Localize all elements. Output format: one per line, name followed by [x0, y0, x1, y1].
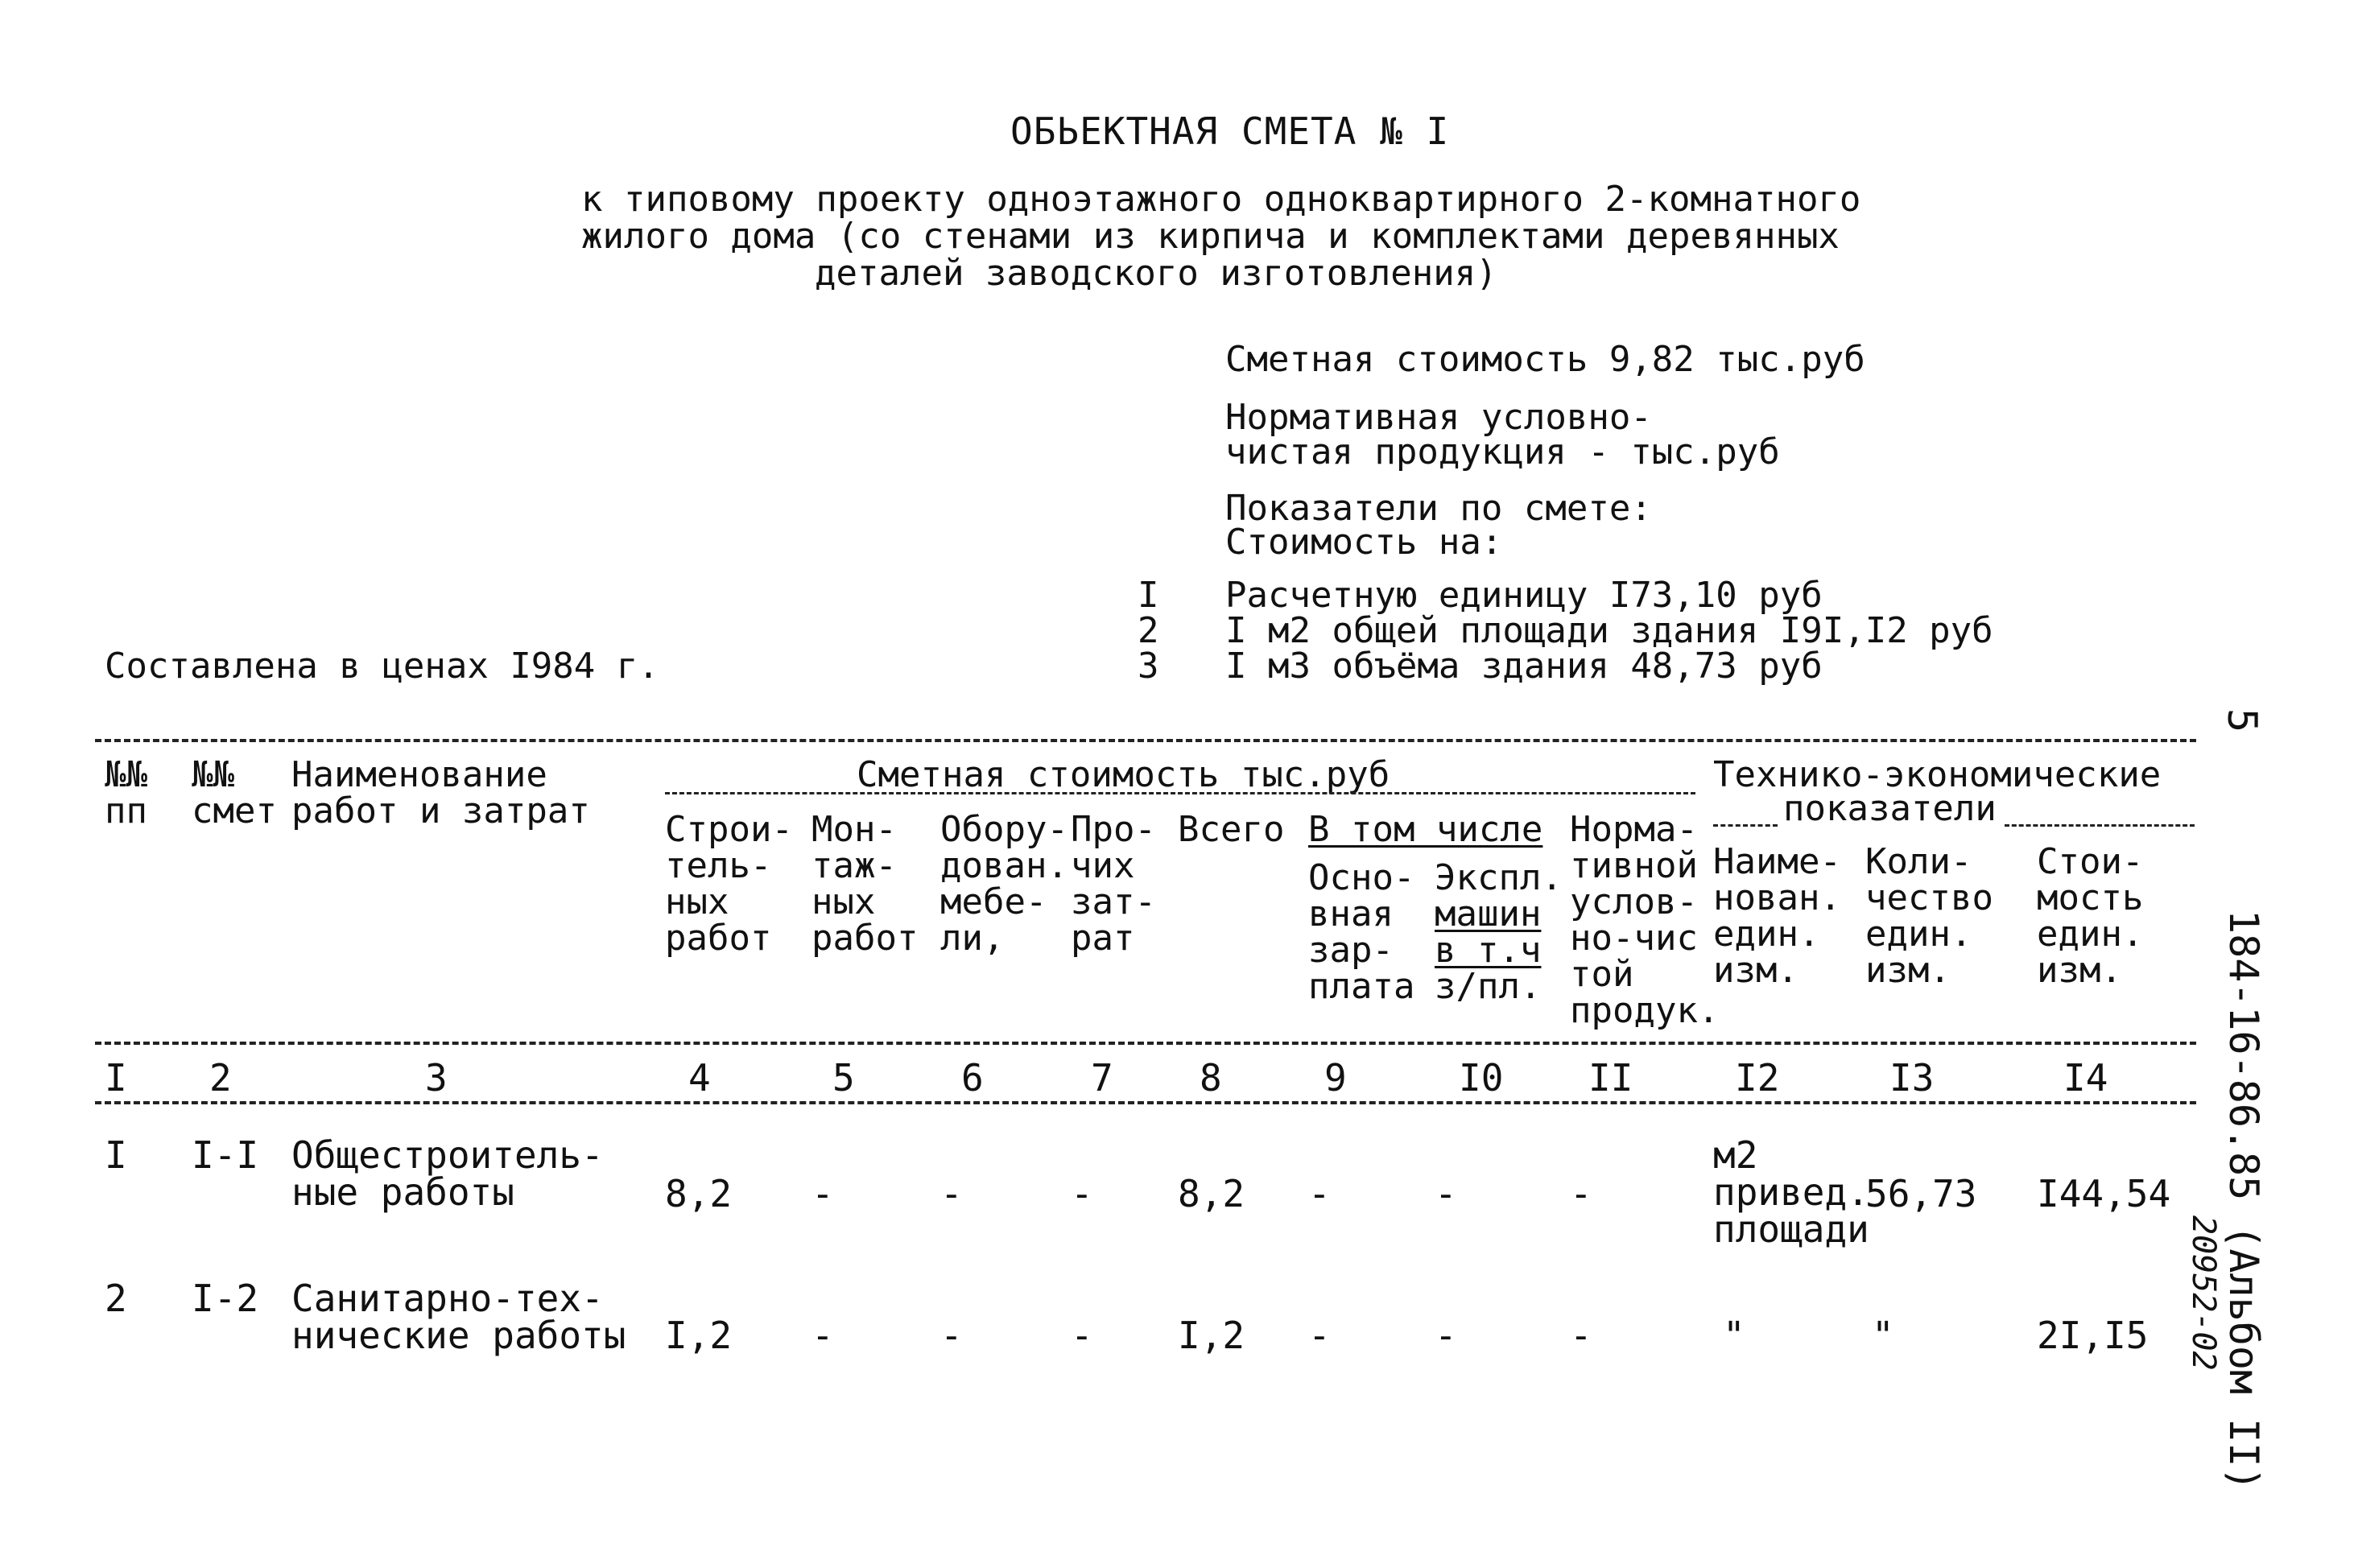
column-numbers-rule [95, 1101, 2196, 1104]
row-machine-exploitation: - [1435, 1172, 1457, 1215]
row-normative-product: - [1570, 1172, 1592, 1215]
row-other: - [1071, 1314, 1093, 1357]
row-unit-quantity: 56,73 [1865, 1172, 1977, 1215]
header-unit-name: Наиме- нован. един. изм. [1713, 841, 1841, 991]
header-bottom-rule [95, 1042, 2196, 1045]
column-number: 7 [1091, 1056, 1113, 1100]
header-smet: №№ смет [192, 754, 277, 831]
row-installation: - [811, 1172, 834, 1215]
row-equipment: - [940, 1172, 963, 1215]
tech-group-rule-right [2005, 824, 2195, 827]
indicator-text: Расчетную единицу I73,10 руб [1225, 575, 1823, 616]
header-unit-quantity: Коли- чество един. изм. [1865, 841, 1993, 991]
compiled-prices: Составлена в ценах I984 г. [105, 646, 659, 687]
normative-product-line-1: Нормативная условно- [1225, 397, 1652, 438]
header-unit-cost: Стои- мость един. изм. [2037, 841, 2144, 991]
column-number: I2 [1735, 1056, 1780, 1100]
row-unit-name: " [1723, 1314, 1745, 1357]
header-tech-group: Технико-экономические [1713, 754, 2162, 795]
table-top-rule [95, 739, 2196, 742]
header-machine-exploitation: Экспл. [1435, 857, 1563, 898]
row-smet: I-I [192, 1133, 259, 1177]
subtitle-line-1: к типовому проекту одноэтажного одноквартирного 2-комнатного [581, 179, 1861, 220]
indicators-label: Показатели по смете: [1225, 488, 1652, 529]
row-total: 8,2 [1178, 1172, 1245, 1215]
column-number: 8 [1200, 1056, 1222, 1100]
indicator-number: I [1138, 575, 1159, 616]
row-smet: I-2 [192, 1277, 259, 1320]
header-incl-salary: в т.ч [1435, 930, 1542, 971]
column-number: 5 [832, 1056, 855, 1100]
header-construction: Строи- тель- ных работ [665, 809, 793, 959]
row-unit-cost: I44,54 [2037, 1172, 2171, 1215]
row-base-salary: - [1308, 1314, 1331, 1357]
row-pp: I [105, 1133, 127, 1177]
header-normative-product: Норма- тивной услов- но-чис той продук. [1570, 809, 1720, 1031]
row-name: Санитарно-тех- нические работы [291, 1277, 626, 1357]
cost-group-rule [665, 792, 1695, 794]
tech-group-rule-left [1713, 824, 1778, 827]
column-number: I3 [1889, 1056, 1935, 1100]
cost-per-label: Стоимость на: [1225, 522, 1503, 563]
header-installation: Мон- таж- ных работ [811, 809, 919, 959]
row-name: Общестроитель- ные работы [291, 1133, 604, 1214]
indicator-number: 2 [1138, 610, 1159, 651]
row-construction: I,2 [665, 1314, 733, 1357]
subtitle-line-2: жилого дома (со стенами из кирпича и комплектами деревянных [581, 216, 1840, 257]
column-number: II [1588, 1056, 1633, 1100]
row-unit-name: м2 привед. площади [1713, 1133, 1869, 1251]
document-code-secondary: 20952-02 [2185, 1215, 2222, 1371]
row-equipment: - [940, 1314, 963, 1357]
row-construction: 8,2 [665, 1172, 733, 1215]
header-total: Всего [1178, 809, 1285, 850]
header-including: В том числе [1308, 809, 1543, 850]
subtitle-line-3: деталей заводского изготовления) [815, 253, 1497, 294]
header-other: Про- чих зат- рат [1071, 809, 1156, 959]
estimated-cost: Сметная стоимость 9,82 тыс.руб [1225, 339, 1865, 380]
normative-product-line-2: чистая продукция - тыс.руб [1225, 431, 1780, 472]
column-number: 2 [209, 1056, 232, 1100]
header-tech-group-2: показатели [1783, 788, 1997, 829]
document-code: 184-16-86.85 (Альбом II) [2220, 910, 2267, 1492]
header-cost-group: Сметная стоимость тыс.руб [857, 754, 1390, 795]
row-total: I,2 [1178, 1314, 1245, 1357]
column-number: I [105, 1056, 127, 1100]
page-title: ОБЬЕКТНАЯ СМЕТА № I [1010, 109, 1450, 153]
row-normative-product: - [1570, 1314, 1592, 1357]
header-equipment: Обору- дован. мебе- ли, [940, 809, 1068, 959]
header-base-salary: Осно- вная зар- плата [1308, 857, 1415, 1007]
indicator-number: 3 [1138, 646, 1159, 687]
row-base-salary: - [1308, 1172, 1331, 1215]
row-installation: - [811, 1314, 834, 1357]
header-pp: №№ пп [105, 754, 147, 831]
column-number: 6 [961, 1056, 984, 1100]
row-unit-cost: 2I,I5 [2037, 1314, 2149, 1357]
column-number: 9 [1324, 1056, 1347, 1100]
column-number: 4 [688, 1056, 711, 1100]
header-name: Наименование работ и затрат [291, 754, 590, 831]
row-unit-quantity: " [1872, 1314, 1894, 1357]
row-machine-exploitation: - [1435, 1314, 1457, 1357]
column-number: I0 [1459, 1056, 1504, 1100]
column-number: 3 [425, 1056, 448, 1100]
page-number: 5 [2219, 708, 2265, 733]
row-pp: 2 [105, 1277, 127, 1320]
column-number: I4 [2063, 1056, 2108, 1100]
header-machines: машин [1435, 893, 1542, 935]
row-other: - [1071, 1172, 1093, 1215]
header-salary: з/пл. [1435, 966, 1542, 1007]
indicator-text: I м2 общей площади здания I9I,I2 руб [1225, 610, 1993, 651]
indicator-text: I м3 объёма здания 48,73 руб [1225, 646, 1823, 687]
